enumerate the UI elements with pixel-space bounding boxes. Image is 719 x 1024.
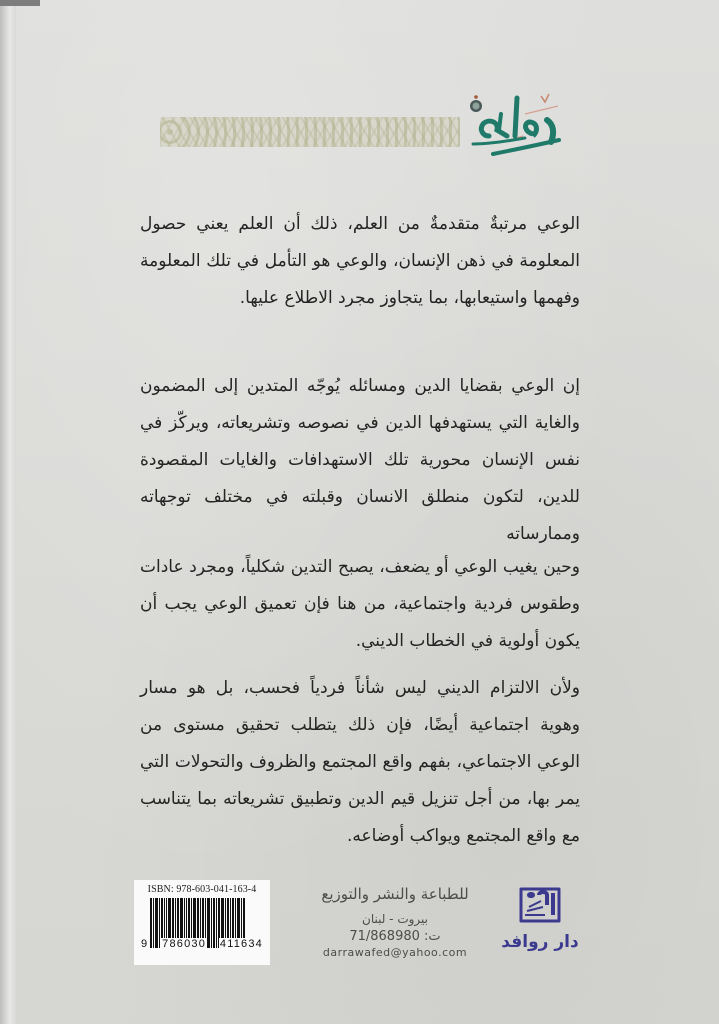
arabesque-ornament-band — [160, 117, 460, 147]
rawafed-calligraphy-icon — [463, 84, 563, 164]
spine-edge — [0, 0, 16, 1024]
top-edge-shadow — [0, 0, 40, 6]
publisher-logo — [498, 885, 582, 965]
publisher-email: darrawafed@yahoo.com — [322, 946, 468, 959]
blurb-paragraph-1: الوعي مرتبةٌ متقدمةٌ من العلم، ذلك أن العلم يعني حصول المعلومة في ذهن الإنسان، والوعي هو التأمل في تلك المعلومة وفهمها واستيعابها، بما يتجاوز مجرد الاطلاع عليها. — [140, 214, 580, 308]
publisher-logo-mark-icon — [515, 885, 565, 925]
publisher-phone: ت: 71/868980 — [349, 929, 441, 944]
series-calligraphy-logo — [463, 84, 563, 164]
barcode-digits — [140, 938, 264, 950]
publisher-tagline: للطباعة والنشر والتوزيع — [321, 885, 469, 903]
isbn-label: ISBN: 978-603-041-163-4 — [147, 884, 257, 895]
isbn-barcode — [134, 880, 270, 965]
publisher-info — [300, 884, 490, 960]
barcode-digit-lead: 9 — [141, 938, 149, 950]
blurb-paragraph-4: ولأن الالتزام الديني ليس شأناً فردياً فحسب، بل هو مسار وهوية اجتماعية أيضًا، فإن ذلك يتطلب تحقيق مستوى من الوعي الاجتماعي، بفهم واقع المجتمع والظروف والتحولات التي يمر بها، من أجل تنزيل قيم الدين وتطبيق تشريعاته بما يتناسب مع واقع المجتمع ويواكب أوضاعه. — [140, 678, 580, 846]
publisher-location: بيروت - لبنان — [362, 912, 428, 926]
barcode-digits-group-2: 411634 — [219, 938, 263, 950]
publisher-name: دار روافد — [501, 932, 579, 952]
barcode-digits-group-1: 786030 — [162, 938, 207, 950]
blurb-paragraph-2: إن الوعي بقضايا الدين ومسائله يُوجّه المتدين إلى المضمون والغاية التي يستهدفها الدين في نصوصه وتشريعاته، ويركّز في نفس الإنسان محورية تلك الاستهدافات والغايات المقصودة للدين، لتكون منطلق الانسان وقبلته في مختلف توجهاته وممارساته — [140, 376, 580, 544]
blurb-paragraph-3: وحين يغيب الوعي أو يضعف، يصبح التدين شكلياً، ومجرد عادات وطقوس فردية واجتماعية، من هنا فإن تعميق الوعي يجب أن يكون أولوية في الخطاب الديني. — [140, 557, 580, 651]
